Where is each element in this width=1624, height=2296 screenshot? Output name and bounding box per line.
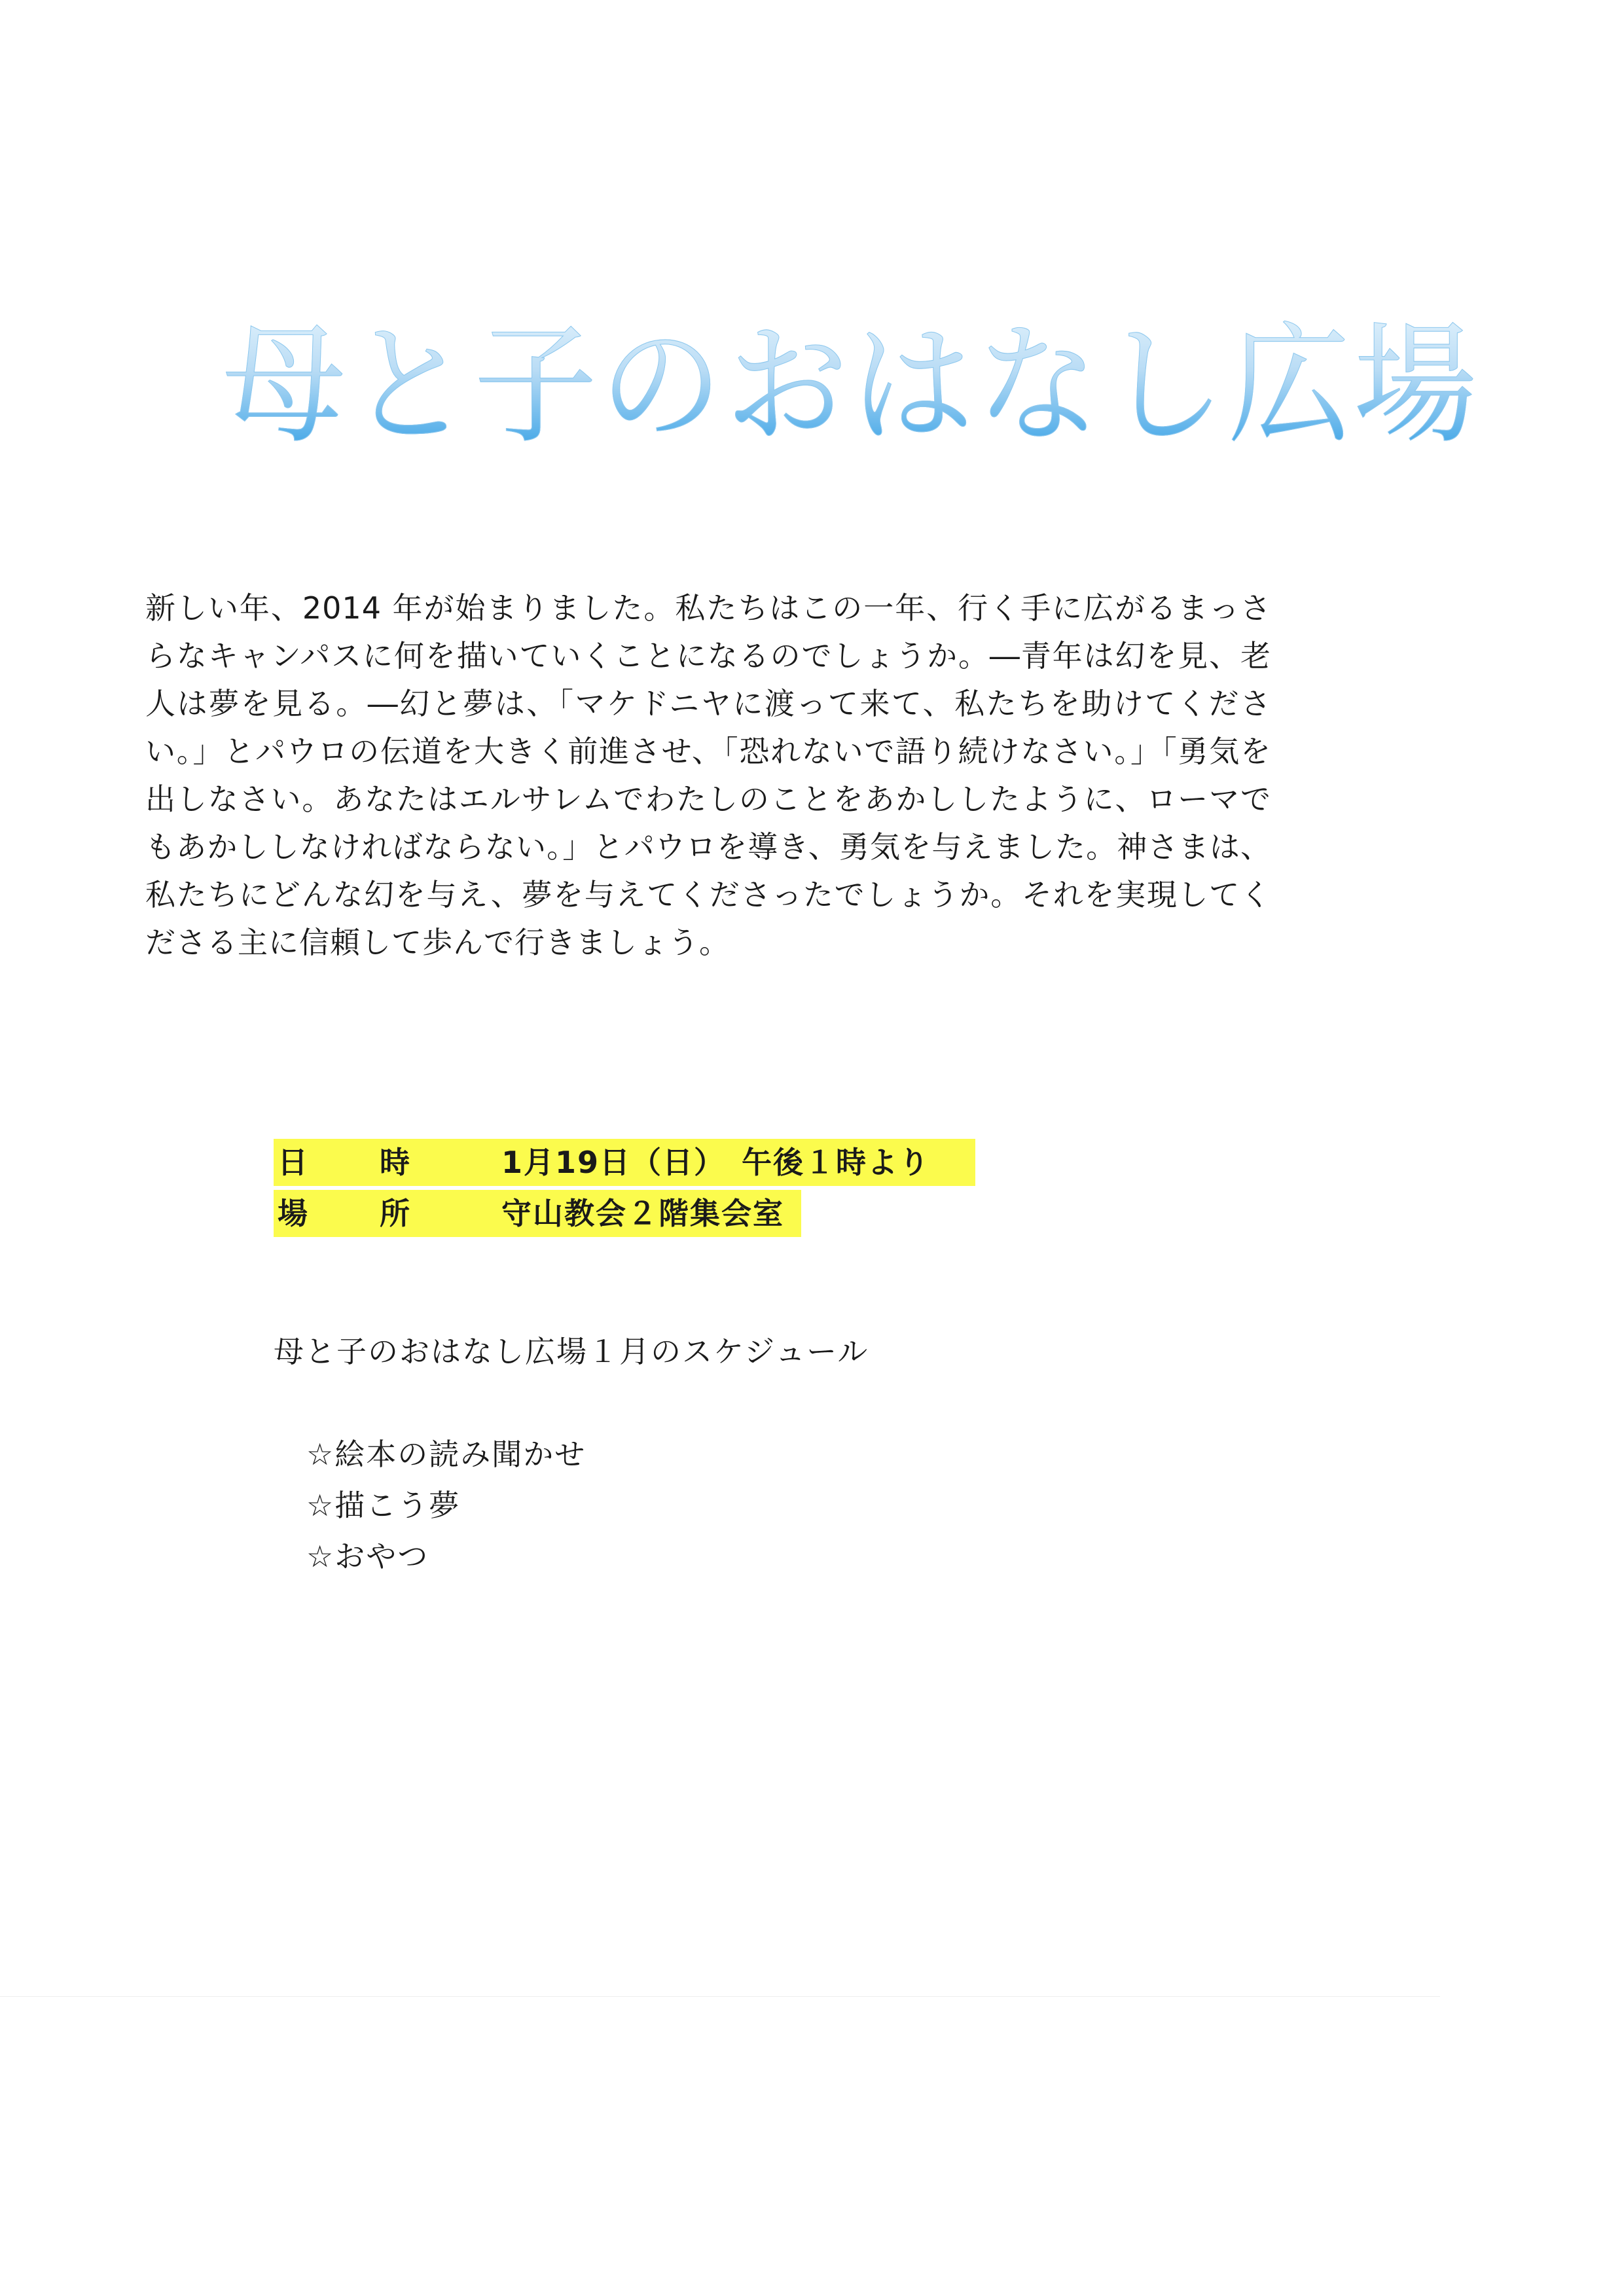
date-value: 1月19日（日） 午後１時より <box>501 1145 931 1180</box>
schedule-list <box>306 1429 586 1582</box>
scan-edge-line <box>0 1996 1440 1997</box>
date-label: 日時 <box>278 1145 482 1180</box>
place-label: 場所 <box>278 1196 482 1231</box>
event-info <box>274 1139 975 1237</box>
place-row <box>274 1190 801 1237</box>
place-value: 守山教会２階集会室 <box>501 1196 784 1231</box>
schedule-item-picture-book: ☆絵本の読み聞かせ <box>306 1437 586 1472</box>
flyer-title <box>223 275 1479 511</box>
date-row <box>274 1139 975 1186</box>
schedule-item-draw-dream: ☆描こう夢 <box>306 1488 461 1523</box>
schedule-title: 母と子のおはなし広場１月のスケジュール <box>274 1334 869 1369</box>
flyer-title-text: 母と子のおはなし広場 <box>223 310 1479 462</box>
schedule-item-snack: ☆おやつ <box>306 1539 429 1574</box>
intro-paragraph: 新しい年、2014 年が始まりました。私たちはこの一年、行く手に広がるまっさらなキャンパスに何を描いていくことになるのでしょうか。―青年は幻を見、老人は夢を見る。―幻と夢は、「マケドニヤに渡って来て、私たちを助けてください。」とパウロの伝道を大きく前進させ、「恐れないで語り続けなさい。」「勇気を出しなさい。あなたはエルサレムでわたしのことをあかししたように、ローマでもあかししなければならない。」とパウロを導き、勇気を与えました。神さまは、私たちにどんな幻を与え、夢を与えてくださったでしょうか。それを実現してくださる主に信頼して歩んで行きましょう。 <box>145 590 1271 960</box>
